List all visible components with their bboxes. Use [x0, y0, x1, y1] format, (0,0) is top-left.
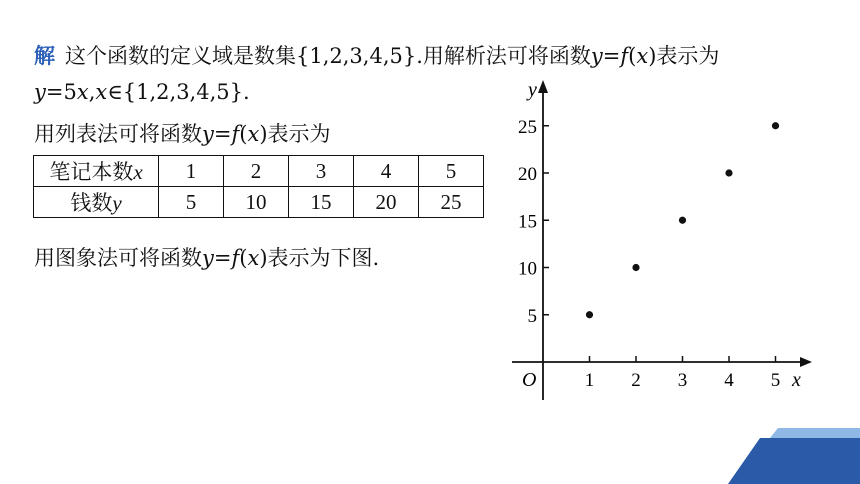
y-tick-label: 20	[518, 164, 537, 185]
table-cell: 20	[354, 187, 419, 218]
table-cell: 5	[419, 156, 484, 187]
table-intro-line: 用列表法可将函数y=f(x)表示为	[34, 122, 331, 146]
corner-decoration	[720, 420, 860, 484]
data-point	[632, 264, 639, 271]
solution-text-1: 这个函数的定义域是数集{1,2,3,4,5}.用解析法可将函数y=f(x)表示为	[65, 44, 720, 68]
x-tick-label: 4	[724, 370, 734, 391]
corner-dark-band	[728, 438, 860, 484]
table-cell: 5	[159, 187, 224, 218]
y-axis-arrow	[538, 80, 548, 93]
table-cell: 15	[289, 187, 354, 218]
data-point	[679, 217, 686, 224]
data-point	[586, 311, 593, 318]
y-tick-label: 15	[518, 211, 537, 233]
table-cell: 2	[224, 156, 289, 187]
x-tick-label: 5	[770, 370, 781, 391]
formula-line: y=5x,x∈{1,2,3,4,5}.	[34, 80, 250, 104]
x-tick-label: 1	[584, 370, 595, 391]
table-header-y: 钱数y	[34, 187, 159, 218]
table-cell: 4	[354, 156, 419, 187]
x-axis-label: x	[792, 369, 801, 391]
corner-light-stripe	[770, 428, 860, 438]
origin-label: O	[522, 369, 537, 391]
scatter-chart	[500, 70, 820, 400]
y-tick-label: 25	[518, 116, 537, 138]
solution-line-1	[34, 40, 719, 70]
y-tick-label: 10	[518, 258, 537, 280]
table-row	[34, 156, 484, 187]
y-tick-label: 5	[527, 305, 537, 327]
x-tick-label: 3	[677, 370, 688, 391]
table-cell: 10	[224, 187, 289, 218]
x-axis-arrow	[800, 357, 812, 367]
table-header-x: 笔记本数x	[34, 156, 159, 187]
data-point	[725, 169, 732, 176]
x-tick-label: 2	[631, 370, 641, 391]
solution-label: 解	[34, 43, 55, 68]
graph-intro-line: 用图象法可将函数y=f(x)表示为下图.	[34, 246, 380, 270]
table-row	[34, 187, 484, 218]
table-cell: 1	[159, 156, 224, 187]
y-axis-label: y	[528, 79, 537, 101]
data-point	[772, 122, 779, 129]
value-table	[33, 155, 484, 218]
table-cell: 3	[289, 156, 354, 187]
table-cell: 25	[419, 187, 484, 218]
